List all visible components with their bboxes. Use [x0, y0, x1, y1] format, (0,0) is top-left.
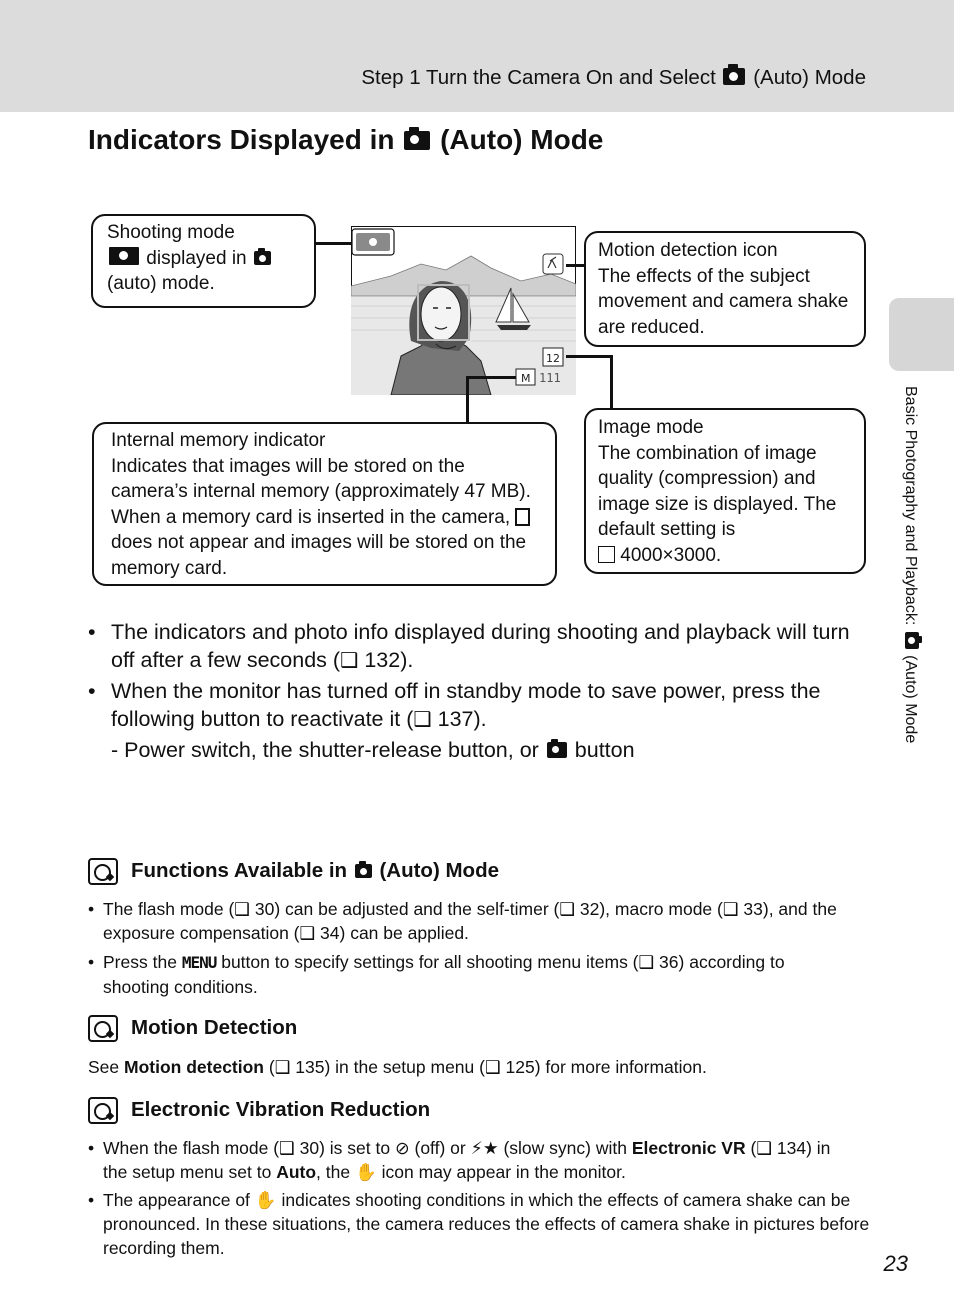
body-text: (❑ 135) in the setup menu (❑ 125) for more information.	[268, 1057, 707, 1077]
bullet-line: exposure compensation (❑ 34) can be applied.	[103, 923, 469, 943]
svg-text:M: M	[521, 372, 531, 385]
page-title-prefix: Indicators Displayed in	[88, 124, 395, 155]
bullet-item	[88, 1136, 878, 1184]
callout-line: Shooting mode	[107, 222, 235, 243]
sub-bullet-text: button	[574, 738, 635, 762]
bullet-line: indicates shooting conditions in which the effects of camera shake can be	[281, 1190, 851, 1210]
bullet-line: (slow sync) with	[503, 1138, 627, 1158]
section-title-functions	[88, 858, 499, 885]
bullet-line: The flash mode (❑ 30) can be adjusted and the self-timer (❑ 32), macro mode (❑ 33), and the	[103, 899, 837, 919]
camera-monitor-illustration	[351, 226, 576, 395]
auto-mode-icon	[355, 864, 372, 878]
book-icon: ❑	[413, 709, 432, 731]
bullet-line: button to specify settings for all shooting menu items (❑ 36) according to	[221, 952, 785, 972]
auto-mode-icon	[547, 742, 567, 758]
shooting-mode-icon	[109, 247, 139, 265]
body-text-bold: Auto	[276, 1162, 317, 1182]
callout-line: Indicates that images will be stored on the	[111, 455, 465, 477]
section-title-text: Motion Detection	[131, 1015, 298, 1039]
monitor-scene	[351, 226, 576, 395]
section-title-text: Functions Available in	[131, 858, 348, 882]
camera-shake-icon: ✋	[254, 1190, 277, 1210]
callout-line: (auto) mode.	[107, 273, 215, 294]
callout-line: Motion detection icon	[598, 240, 778, 261]
connector-line	[466, 376, 469, 424]
auto-mode-icon	[254, 251, 271, 265]
section-title-text: (Auto) Mode	[379, 858, 499, 882]
callout-motion-detection	[584, 231, 866, 347]
bullet-line: shooting conditions.	[103, 977, 258, 997]
flash-off-icon: ⊘	[394, 1138, 410, 1158]
auto-mode-icon	[404, 131, 430, 150]
bullet-line: 132).	[358, 648, 414, 672]
page-title-suffix: (Auto) Mode	[440, 124, 604, 155]
callout-line: displayed in	[146, 247, 247, 269]
svg-text:12: 12	[546, 352, 560, 365]
body-text-bold: Motion detection	[124, 1057, 264, 1077]
bullet-line: icon may appear in the monitor.	[381, 1162, 626, 1182]
callout-line: camera’s internal memory (approximately 47 MB).	[111, 481, 531, 502]
book-icon: ❑	[340, 650, 359, 672]
sub-bullet-text: - Power switch, the shutter-release button, or	[111, 738, 539, 762]
bullet-item	[88, 950, 878, 999]
bullet-line: , the	[316, 1162, 351, 1182]
callout-line: When a memory card is inserted in the camera,	[111, 506, 511, 528]
bullet-dot: •	[88, 899, 95, 919]
callout-line: are reduced.	[598, 316, 705, 338]
callout-image-mode	[584, 408, 866, 574]
bullet-line: Press the	[103, 952, 177, 972]
bullet-item	[88, 677, 878, 734]
bullet-item	[88, 897, 878, 945]
callout-line: Image mode	[598, 417, 704, 438]
callout-internal-memory	[92, 422, 557, 586]
auto-mode-icon	[723, 68, 745, 85]
bullet-line: When the flash mode (❑ 30) is set to	[103, 1138, 391, 1158]
connector-line	[466, 376, 516, 379]
side-tab	[889, 298, 954, 371]
bullet-line: (off) or	[414, 1138, 466, 1158]
section-title-text: Electronic Vibration Reduction	[131, 1097, 431, 1121]
bullet-line: The indicators and photo info displayed during shooting and playback will turn	[111, 620, 850, 644]
page-number: 23	[883, 1251, 908, 1276]
side-tab-text	[895, 386, 919, 796]
section-title-vr	[88, 1097, 430, 1124]
auto-mode-icon	[905, 632, 919, 649]
running-header-suffix: (Auto) Mode	[753, 66, 866, 89]
callout-line: quality (compression) and	[598, 468, 816, 489]
hint-icon	[88, 1015, 118, 1042]
callout-line: Internal memory indicator	[111, 430, 326, 451]
bullet-line: 137).	[431, 707, 487, 731]
bullet-dot: •	[88, 1190, 95, 1210]
page-title	[88, 124, 603, 156]
connector-line	[566, 355, 612, 358]
bullet-line: pronounced. In these situations, the camera reduces the effects of camera shake in pictures before	[103, 1214, 870, 1234]
callout-shooting-mode	[91, 214, 316, 308]
body-text: See	[88, 1057, 120, 1077]
bullet-line: The appearance of	[103, 1190, 250, 1210]
callout-line: memory card.	[111, 557, 228, 579]
bullet-line: (❑ 134) in	[750, 1138, 831, 1158]
bullet-dot: •	[88, 952, 95, 972]
callout-line: movement and camera shake	[598, 291, 849, 312]
bullet-line: the setup menu set to	[103, 1162, 272, 1182]
body-text-bold: Electronic VR	[631, 1138, 746, 1158]
callout-line: 4000×3000.	[620, 544, 722, 566]
running-header	[361, 66, 866, 90]
frame-count: 111	[539, 371, 561, 385]
bullet-line: off after a few seconds (	[111, 648, 341, 672]
bullet-line: following button to reactivate it (	[111, 707, 414, 731]
connector-line	[566, 264, 586, 267]
connector-line	[314, 242, 351, 245]
bullet-dot: •	[88, 620, 96, 644]
hint-icon	[88, 1097, 118, 1124]
menu-button-label: MENU	[181, 953, 217, 972]
internal-memory-icon	[515, 508, 530, 526]
callout-line: default setting is	[598, 519, 736, 540]
hint-icon	[88, 858, 118, 885]
bullet-dot: •	[88, 1138, 95, 1158]
motion-text	[88, 1055, 707, 1079]
callout-line: The combination of image	[598, 442, 817, 464]
section-title-motion	[88, 1015, 297, 1042]
callout-line: image size is displayed. The	[598, 493, 837, 515]
running-header-prefix: Step 1 Turn the Camera On and Select	[361, 66, 716, 89]
callout-line: The effects of the subject	[598, 265, 810, 287]
connector-line	[610, 355, 613, 411]
bullet-item	[88, 618, 878, 675]
bullet-dot: •	[88, 679, 96, 703]
image-mode-icon	[598, 546, 615, 563]
side-tab-suffix: (Auto) Mode	[902, 655, 919, 744]
camera-shake-icon: ✋	[354, 1162, 377, 1182]
side-tab-prefix: Basic Photography and Playback:	[902, 386, 919, 626]
bullet-item	[88, 1188, 878, 1260]
slow-sync-icon: ⚡★	[470, 1138, 499, 1158]
header-band	[0, 0, 954, 112]
bullet-line: recording them.	[103, 1238, 225, 1258]
bullet-line: When the monitor has turned off in standby mode to save power, press the	[111, 679, 821, 703]
sub-bullet	[111, 736, 635, 764]
callout-line: does not appear and images will be stored on the	[111, 532, 527, 553]
